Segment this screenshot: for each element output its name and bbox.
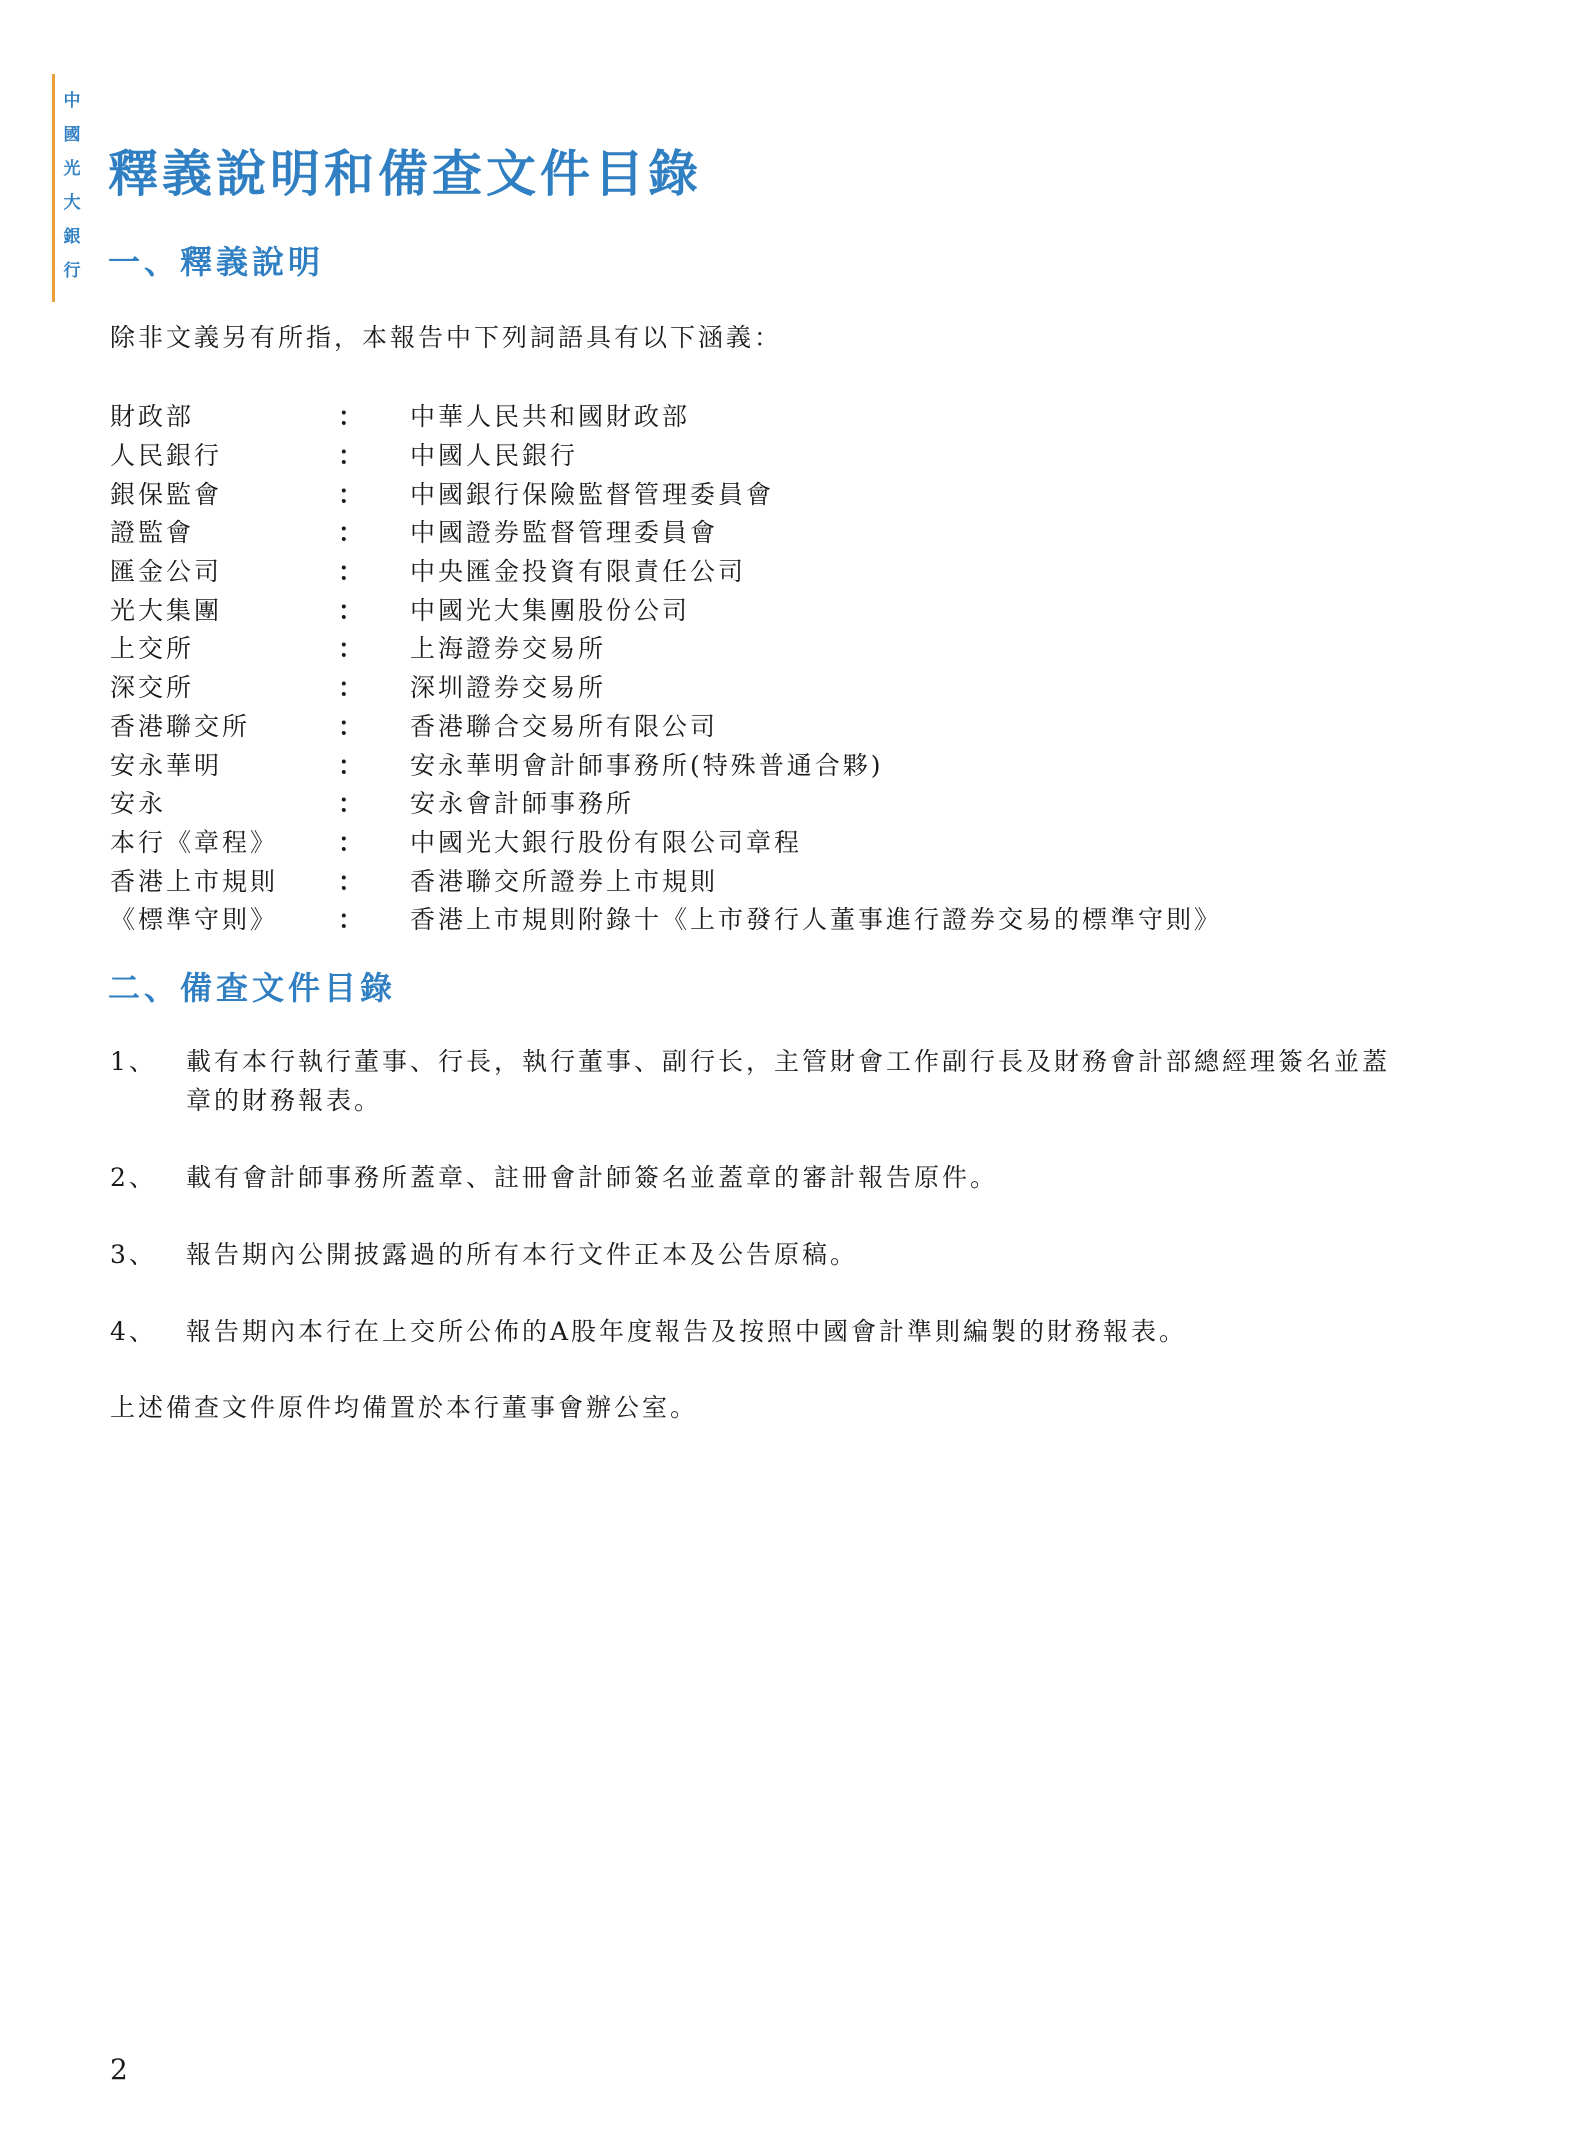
definition-term: 《標準守則》 [110, 905, 279, 935]
definitions-list [110, 396, 1310, 938]
definition-meaning: 中央匯金投資有限責任公司 [410, 557, 747, 587]
definition-row [110, 783, 1310, 822]
page-number: 2 [110, 2053, 128, 2086]
definition-separator: ： [338, 479, 367, 509]
documents-list [110, 1042, 1430, 1389]
document-item [110, 1235, 1430, 1274]
document-text: 載有會計師事務所蓋章、註冊會計師簽名並蓋章的審計報告原件。 [186, 1163, 999, 1192]
document-text: 載有本行執行董事、行長，執行董事、副行长，主管財會工作副行長及財務會計部總經理簽名並蓋章的財務報表。 [186, 1047, 1391, 1115]
definition-term: 安永華明 [110, 750, 223, 780]
definition-row [110, 822, 1310, 861]
brand-char: 光 [63, 159, 81, 179]
definition-meaning: 香港聯合交易所有限公司 [410, 711, 719, 741]
definition-meaning: 中國證券監督管理委員會 [410, 518, 719, 548]
definition-row [110, 706, 1310, 745]
definition-meaning: 香港聯交所證券上市規則 [410, 866, 719, 896]
document-number: 1、 [110, 1047, 157, 1076]
definition-row [110, 744, 1310, 783]
definition-separator: ： [338, 866, 367, 896]
definition-separator: ： [338, 827, 367, 857]
definition-row [110, 628, 1310, 667]
definition-meaning: 安永會計師事務所 [410, 789, 635, 819]
definition-meaning: 中國人民銀行 [410, 441, 579, 471]
definitions-intro: 除非文義另有所指，本報告中下列詞語具有以下涵義： [110, 323, 783, 352]
brand-char: 國 [63, 125, 81, 145]
definition-meaning: 深圳證券交易所 [410, 673, 607, 703]
brand-vertical-name [59, 74, 85, 288]
definition-term: 香港聯交所 [110, 711, 251, 741]
definition-separator: ： [338, 711, 367, 741]
definition-separator: ： [338, 402, 367, 432]
document-text: 報告期內公開披露過的所有本行文件正本及公告原稿。 [186, 1240, 859, 1269]
definition-separator: ： [338, 789, 367, 819]
document-item [110, 1158, 1430, 1197]
definition-term: 人民銀行 [110, 441, 223, 471]
definition-term: 財政部 [110, 402, 195, 432]
definition-term: 光大集團 [110, 595, 223, 625]
brand-char: 行 [63, 261, 81, 281]
definition-row [110, 860, 1310, 899]
page-title: 釋義說明和備查文件目錄 [108, 144, 702, 203]
definition-term: 本行《章程》 [110, 827, 279, 857]
definition-meaning: 上海證券交易所 [410, 634, 607, 664]
definition-term: 安永 [110, 789, 167, 819]
definition-term: 深交所 [110, 673, 195, 703]
definition-meaning: 香港上市規則附錄十《上市發行人董事進行證券交易的標準守則》 [410, 905, 1223, 935]
definition-term: 香港上市規則 [110, 866, 279, 896]
document-number: 3、 [110, 1240, 157, 1269]
definition-separator: ： [338, 518, 367, 548]
definition-row [110, 396, 1310, 435]
section-heading-documents: 二、備查文件目錄 [108, 969, 397, 1007]
document-number: 2、 [110, 1163, 157, 1192]
definition-row [110, 473, 1310, 512]
section-heading-definitions: 一、釋義說明 [108, 243, 325, 281]
side-brand-bar [52, 74, 85, 302]
definition-separator: ： [338, 595, 367, 625]
definition-separator: ： [338, 905, 367, 935]
definition-separator: ： [338, 441, 367, 471]
definition-row [110, 667, 1310, 706]
definition-row [110, 899, 1310, 938]
definition-separator: ： [338, 557, 367, 587]
definition-row [110, 589, 1310, 628]
definition-term: 證監會 [110, 518, 195, 548]
definition-row [110, 551, 1310, 590]
definition-meaning: 中國光大集團股份公司 [410, 595, 691, 625]
brand-char: 大 [63, 193, 81, 213]
definition-meaning: 中國光大銀行股份有限公司章程 [410, 827, 803, 857]
document-item [110, 1312, 1430, 1351]
definition-separator: ： [338, 673, 367, 703]
definition-term: 上交所 [110, 634, 195, 664]
document-item [110, 1042, 1430, 1120]
brand-char: 銀 [63, 227, 81, 247]
documents-closing-note: 上述備查文件原件均備置於本行董事會辦公室。 [110, 1393, 699, 1422]
definition-term: 銀保監會 [110, 479, 223, 509]
definition-separator: ： [338, 750, 367, 780]
definition-term: 匯金公司 [110, 557, 223, 587]
definition-meaning: 安永華明會計師事務所(特殊普通合夥) [410, 750, 884, 780]
document-number: 4、 [110, 1317, 157, 1346]
definition-meaning: 中華人民共和國財政部 [410, 402, 691, 432]
definition-meaning: 中國銀行保險監督管理委員會 [410, 479, 775, 509]
document-text: 報告期內本行在上交所公佈的A股年度報告及按照中國會計準則編製的財務報表。 [186, 1317, 1188, 1346]
definition-separator: ： [338, 634, 367, 664]
definition-row [110, 512, 1310, 551]
brand-char: 中 [63, 91, 81, 111]
definition-row [110, 435, 1310, 474]
